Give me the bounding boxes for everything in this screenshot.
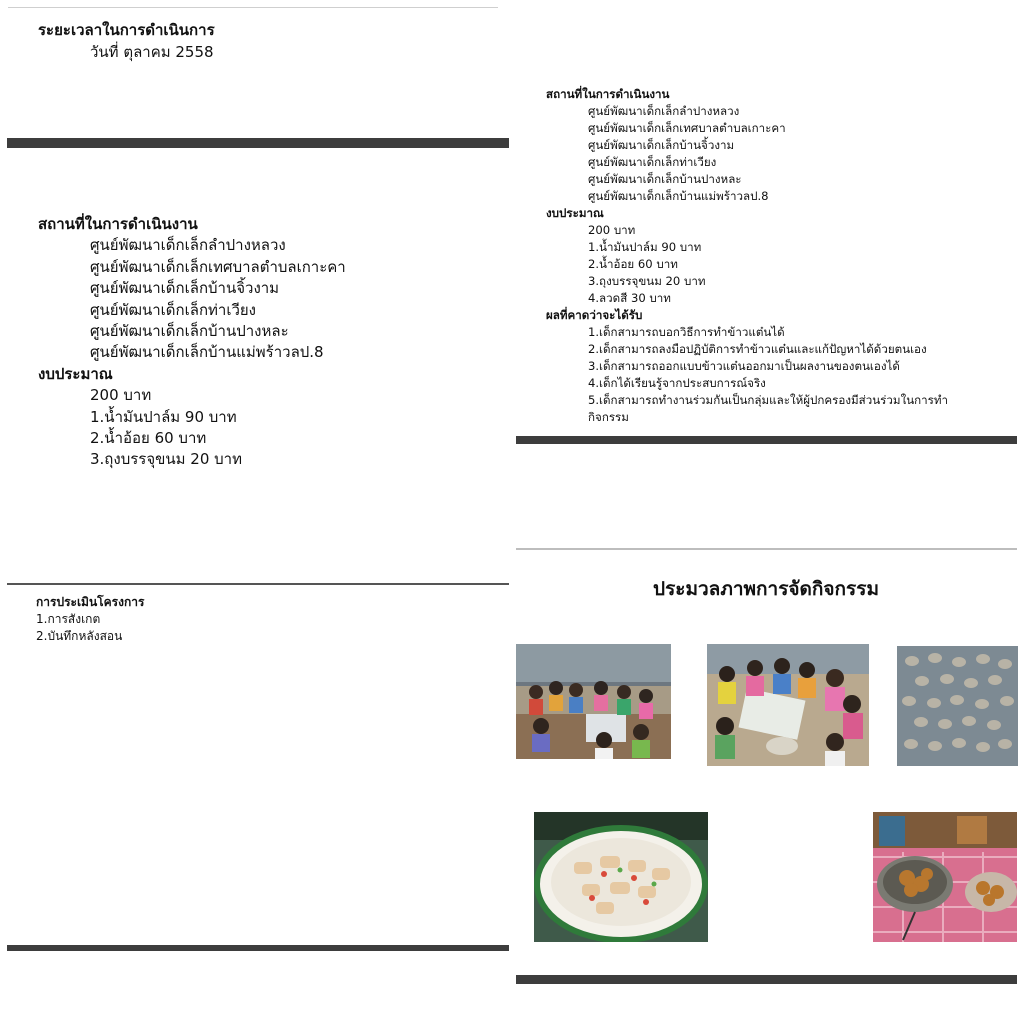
evaluation-item: 1.การสังเกต bbox=[36, 612, 101, 626]
right-top-section bbox=[546, 86, 948, 426]
divider-left-2 bbox=[7, 583, 509, 585]
duration-date: วันที่ ตุลาคม 2558 bbox=[90, 43, 214, 61]
divider-right-2 bbox=[516, 548, 1017, 550]
budget-total: 200 บาท bbox=[90, 386, 152, 405]
activity-photo-making-crackers bbox=[707, 644, 869, 766]
section-bar-right-1 bbox=[516, 436, 1017, 444]
activity-photo-drying-crackers bbox=[897, 646, 1018, 766]
location-item: ศูนย์พัฒนาเด็กเล็กบ้านจิ้วงาม bbox=[90, 279, 280, 298]
location-heading: สถานที่ในการดำเนินงาน bbox=[546, 87, 670, 101]
outcome-heading: ผลที่คาดว่าจะได้รับ bbox=[546, 308, 643, 322]
budget-item: 4.ลวดสี 30 บาท bbox=[588, 291, 671, 305]
location-item: ศูนย์พัฒนาเด็กเล็กบ้านแม่พร้าวลป.8 bbox=[588, 189, 769, 203]
location-item: ศูนย์พัฒนาเด็กเล็กบ้านปางหละ bbox=[90, 322, 289, 341]
duration-heading: ระยะเวลาในการดำเนินการ bbox=[38, 21, 215, 39]
location-item: ศูนย์พัฒนาเด็กเล็กลำปางหลวง bbox=[90, 236, 286, 255]
outcome-item: 1.เด็กสามารถบอกวิธีการทำข้าวแต๋นได้ bbox=[588, 325, 785, 339]
budget-item: 1.น้ำมันปาล์ม 90 บาท bbox=[588, 240, 702, 254]
section-bar-left-3 bbox=[7, 945, 509, 951]
activity-photo-cracker-plate bbox=[534, 812, 708, 942]
section-bar-right-3 bbox=[516, 975, 1017, 984]
budget-heading: งบประมาณ bbox=[38, 364, 113, 383]
activity-photo-children-circle bbox=[516, 644, 671, 759]
budget-heading: งบประมาณ bbox=[546, 206, 604, 220]
outcome-item: 2.เด็กสามารถลงมือปฏิบัติการทำข้าวแต๋นและแก้ปัญหาได้ด้วยตนเอง bbox=[588, 342, 927, 356]
evaluation-section bbox=[36, 594, 144, 645]
location-item: ศูนย์พัฒนาเด็กเล็กลำปางหลวง bbox=[588, 104, 740, 118]
budget-item: 2.น้ำอ้อย 60 บาท bbox=[588, 257, 678, 271]
activity-photo-fried-crackers bbox=[873, 812, 1017, 942]
evaluation-item: 2.บันทึกหลังสอน bbox=[36, 629, 123, 643]
section-bar-left-1 bbox=[7, 138, 509, 148]
location-heading: สถานที่ในการดำเนินงาน bbox=[38, 215, 198, 233]
outcome-item: 3.เด็กสามารถออกแบบข้าวแต๋นออกมาเป็นผลงานของตนเองได้ bbox=[588, 359, 900, 373]
budget-item: 2.น้ำอ้อย 60 บาท bbox=[90, 429, 207, 448]
outcome-item: กิจกรรม bbox=[588, 410, 629, 424]
evaluation-heading: การประเมินโครงการ bbox=[36, 595, 145, 609]
location-item: ศูนย์พัฒนาเด็กเล็กเทศบาลตำบลเกาะคา bbox=[588, 121, 786, 135]
left-middle-section bbox=[38, 214, 346, 471]
budget-item: 1.น้ำมันปาล์ม 90 บาท bbox=[90, 407, 237, 426]
gallery-title: ประมวลภาพการจัดกิจกรรม bbox=[653, 578, 879, 600]
outcome-item: 5.เด็กสามารถทำงานร่วมกันเป็นกลุ่มและให้ผู้ปกครองมีส่วนร่วมในการทำ bbox=[588, 393, 949, 407]
budget-item: 3.ถุงบรรจุขนม 20 บาท bbox=[90, 450, 242, 469]
budget-total: 200 บาท bbox=[588, 223, 636, 237]
budget-item: 3.ถุงบรรจุขนม 20 บาท bbox=[588, 274, 706, 288]
location-item: ศูนย์พัฒนาเด็กเล็กบ้านแม่พร้าวลป.8 bbox=[90, 343, 324, 362]
location-item: ศูนย์พัฒนาเด็กเล็กบ้านจิ้วงาม bbox=[588, 138, 735, 152]
top-divider-left bbox=[8, 7, 498, 8]
location-item: ศูนย์พัฒนาเด็กเล็กบ้านปางหละ bbox=[588, 172, 742, 186]
location-item: ศูนย์พัฒนาเด็กเล็กท่าเวียง bbox=[588, 155, 717, 169]
outcome-item: 4.เด็กได้เรียนรู้จากประสบการณ์จริง bbox=[588, 376, 766, 390]
location-item: ศูนย์พัฒนาเด็กเล็กท่าเวียง bbox=[90, 300, 257, 319]
location-item: ศูนย์พัฒนาเด็กเล็กเทศบาลตำบลเกาะคา bbox=[90, 257, 346, 276]
